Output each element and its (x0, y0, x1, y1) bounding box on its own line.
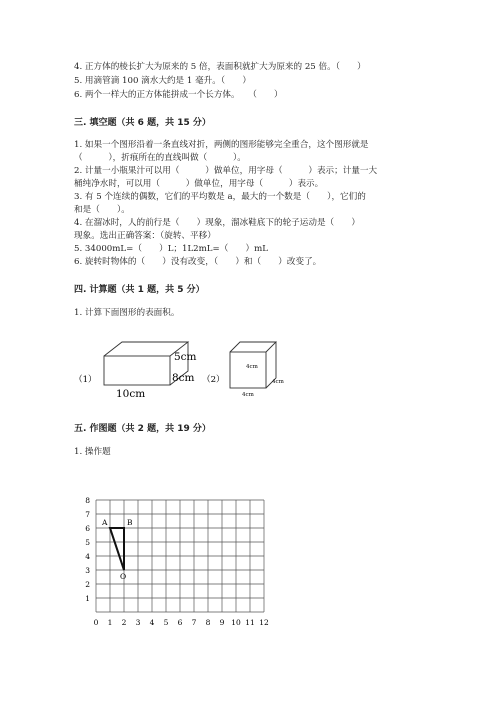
x-tick-label: 12 (259, 618, 269, 627)
point-label-o: O (120, 572, 127, 581)
y-tick-label: 7 (85, 510, 90, 519)
fill-line-8: 现象。选出正确答案：（旋转、平移） (74, 231, 216, 241)
point-label-a: A (102, 518, 108, 527)
figure-2-label: （2） (202, 375, 225, 385)
x-tick-label: 9 (219, 618, 225, 627)
x-tick-label: 0 (93, 618, 99, 627)
judge-item-5: 5. 用滴管滴 100 滴水大约是 1 毫升。（ ） (74, 76, 251, 86)
x-tick-label: 1 (107, 618, 113, 627)
y-tick-label: 3 (85, 566, 90, 575)
y-axis-tick-labels (85, 496, 90, 603)
fill-line-4: 桶纯净水时，可以用（ ）做单位，用字母（ ）表示。 (74, 179, 324, 189)
section-4-title: 四. 计算题（共 1 题，共 5 分） (74, 285, 205, 295)
x-axis-tick-labels (94, 618, 269, 627)
fill-line-9: 5. 34000mL=（ ）L；1L2mL=（ ）mL (74, 244, 268, 254)
fill-line-1: 1. 如果一个图形沿着一条直线对折，两侧的图形能够完全重合，这个图形就是 (74, 140, 369, 150)
section-3-title: 三. 填空题（共 6 题，共 15 分） (74, 118, 211, 128)
x-tick-label: 4 (149, 618, 155, 627)
x-tick-label: 11 (245, 618, 255, 627)
y-tick-label: 5 (85, 538, 90, 547)
cuboid-height-label: 5cm (174, 351, 197, 363)
cuboid-length-label: 10cm (116, 388, 146, 400)
x-tick-label: 3 (135, 618, 141, 627)
x-tick-label: 8 (205, 618, 211, 627)
triangle-aob (110, 528, 124, 570)
fill-line-6: 和是（ ）。 (74, 205, 130, 215)
draw-question: 1. 操作题 (74, 447, 111, 457)
fill-line-10: 6. 旋转时物体的（ ）没有改变，（ ）和（ ）改变了。 (74, 257, 322, 267)
grid-lines (96, 500, 264, 612)
x-tick-label: 10 (231, 618, 241, 627)
point-label-b: B (127, 518, 133, 527)
fill-line-5: 3. 有 5 个连续的偶数，它们的平均数是 a，最大的一个数是（ ），它们的 (74, 192, 366, 202)
y-tick-label: 1 (85, 594, 90, 603)
cube-side-edge-label: 4cm (272, 379, 284, 385)
triangle-shape (110, 528, 124, 570)
judge-item-4: 4. 正方体的棱长扩大为原来的 5 倍，表面积就扩大为原来的 25 倍。（ ） (74, 62, 366, 72)
y-tick-label: 2 (85, 580, 90, 589)
fill-line-2: （ ），折痕所在的直线叫做（ ）。 (74, 153, 246, 163)
figure-1-label: （1） (74, 375, 97, 385)
cube-bottom-edge-label: 4cm (242, 392, 254, 398)
y-tick-label: 8 (85, 496, 90, 505)
x-tick-label: 2 (121, 618, 127, 627)
section-5-title: 五. 作图题（共 2 题，共 19 分） (74, 424, 211, 434)
x-tick-label: 6 (177, 618, 183, 627)
fill-line-3: 2. 计量一小瓶果汁可以用（ ）做单位，用字母（ ）表示；计量一大 (74, 166, 378, 176)
y-tick-label: 4 (85, 552, 90, 561)
x-tick-label: 5 (163, 618, 169, 627)
x-tick-label: 7 (191, 618, 197, 627)
cuboid-width-label: 8cm (172, 372, 195, 384)
judge-item-6: 6. 两个一样大的正方体能拼成一个长方体。 （ ） (74, 90, 283, 100)
coordinate-grid (74, 480, 279, 630)
y-tick-label: 6 (85, 524, 90, 533)
cube-front-edge-label: 4cm (246, 364, 258, 370)
calc-question: 1. 计算下面图形的表面积。 (74, 308, 180, 318)
fill-line-7: 4. 在溜冰时，人的前行是（ ）现象，溜冰鞋底下的轮子运动是（ ） (74, 218, 360, 228)
solid-figures (74, 330, 304, 405)
